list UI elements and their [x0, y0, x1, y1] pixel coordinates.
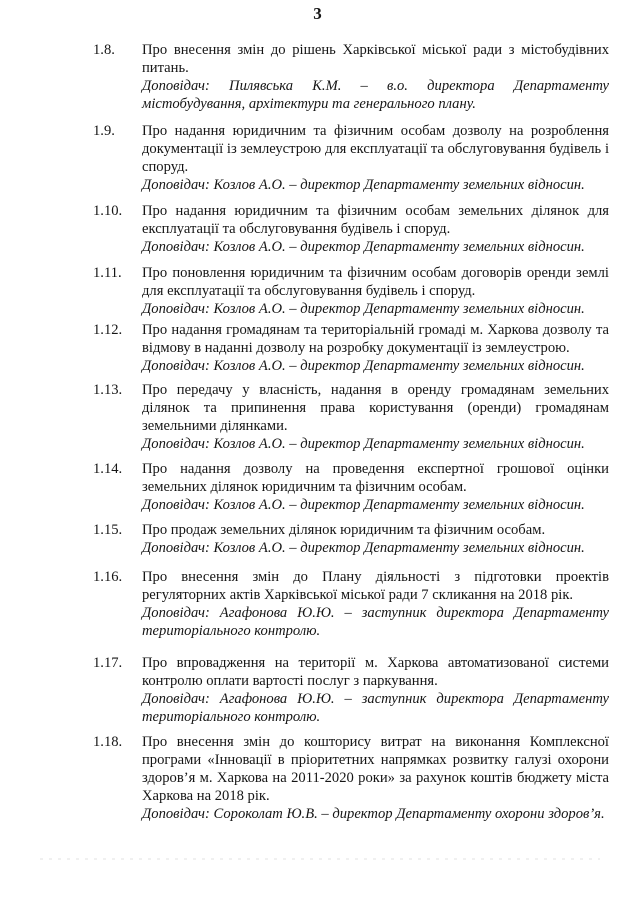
item-number: 1.11. [93, 265, 122, 281]
item-number: 1.14. [93, 461, 123, 477]
item-body [142, 381, 609, 453]
page-number: 3 [313, 4, 322, 23]
item-number: 1.9. [93, 123, 115, 139]
item-title: Про внесення змін до кошторису витрат на виконання Комплексної програми «Інновації в пріоритетних напрямках розвитку галузі охорони здоров’я м. Харкова на 2011-2020 роки» за рахунок коштів бюджету міста Харкова на 2018 рік. [142, 734, 609, 804]
item-number: 1.10. [93, 203, 123, 219]
item-number: 1.8. [93, 42, 115, 58]
item-body [142, 460, 609, 514]
item-title: Про передачу у власність, надання в оренду громадянам земельних ділянок та припинення права користування (оренди) громадянам земельними ділянками. [142, 382, 609, 434]
item-speaker: Доповідач: Козлов А.О. – директор Департаменту земельних відносин. [142, 540, 585, 556]
item-body [142, 568, 609, 640]
item-title: Про надання громадянам та територіальній громаді м. Харкова дозволу та відмову в наданні дозволу на розробку документації із землеустрою. [142, 322, 609, 356]
item-number: 1.17. [93, 655, 123, 671]
item-title: Про надання юридичним та фізичним особам земельних ділянок для експлуатації та обслуговування будівель і споруд. [142, 203, 609, 237]
item-number: 1.18. [93, 734, 123, 750]
item-title: Про продаж земельних ділянок юридичним та фізичним особам. [142, 522, 546, 538]
item-speaker: Доповідач: Агафонова Ю.Ю. – заступник директора Департаменту територіального контролю. [142, 691, 609, 725]
item-body [142, 733, 609, 823]
item-speaker: Доповідач: Козлов А.О. – директор Департаменту земельних відносин. [142, 436, 585, 452]
item-speaker: Доповідач: Козлов А.О. – директор Департаменту земельних відносин. [142, 301, 585, 317]
item-number: 1.13. [93, 382, 123, 398]
item-title: Про внесення змін до Плану діяльності з підготовки проектів регуляторних актів Харківської міської ради 7 скликання на 2018 рік. [142, 569, 609, 603]
scan-noise [40, 858, 600, 860]
item-body [142, 122, 609, 194]
item-title: Про надання юридичним та фізичним особам дозволу на розроблення документації із землеустрою для експлуатації та обслуговування будівель і споруд. [142, 123, 609, 175]
item-speaker: Доповідач: Козлов А.О. – директор Департаменту земельних відносин. [142, 497, 585, 513]
item-body [142, 521, 609, 557]
item-speaker: Доповідач: Козлов А.О. – директор Департаменту земельних відносин. [142, 358, 585, 374]
item-body [142, 321, 609, 375]
item-speaker: Доповідач: Козлов А.О. – директор Департаменту земельних відносин. [142, 177, 585, 193]
item-number: 1.15. [93, 522, 123, 538]
item-title: Про внесення змін до рішень Харківської міської ради з містобудівних питань. [142, 42, 609, 76]
item-number: 1.16. [93, 569, 123, 585]
item-title: Про надання дозволу на проведення експертної грошової оцінки земельних ділянок юридичним та фізичним особам. [142, 461, 609, 495]
item-title: Про поновлення юридичним та фізичним особам договорів оренди землі для експлуатації та обслуговування будівель і споруд. [142, 265, 609, 299]
item-body [142, 202, 609, 256]
item-title: Про впровадження на території м. Харкова автоматизованої системи контролю оплати вартості послуг з паркування. [142, 655, 609, 689]
item-body [142, 654, 609, 726]
item-speaker: Доповідач: Козлов А.О. – директор Департаменту земельних відносин. [142, 239, 585, 255]
item-speaker: Доповідач: Сороколат Ю.В. – директор Департаменту охорони здоров’я. [142, 806, 605, 822]
item-body [142, 41, 609, 113]
item-speaker: Доповідач: Агафонова Ю.Ю. – заступник директора Департаменту територіального контролю. [142, 605, 609, 639]
item-number: 1.12. [93, 322, 123, 338]
item-speaker: Доповідач: Пилявська К.М. – в.о. директора Департаменту містобудування, архітектури та генерального плану. [142, 78, 609, 112]
item-body [142, 264, 609, 318]
